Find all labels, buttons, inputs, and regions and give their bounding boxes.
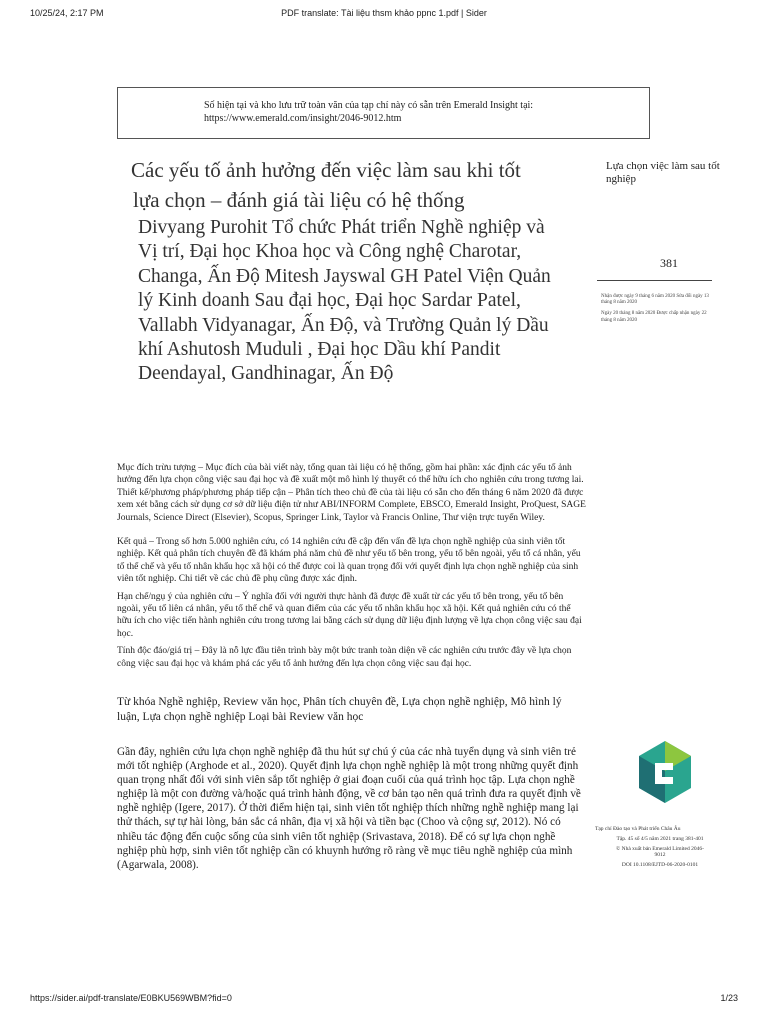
page-counter: 1/23 (720, 993, 738, 1003)
availability-notice-text: Số hiện tại và kho lưu trữ toàn văn của tạp chí này có sẵn trên Emerald Insight tại: https://www.emerald.com/insight/2046-9012.htm (204, 100, 534, 124)
journal-volume: Tập. 45 số 4/5 năm 2021 trang 381-401 (616, 835, 704, 842)
accepted-dates: Ngày 20 tháng 8 năm 2020 Được chấp nhận ngày 22 tháng 8 năm 2020 (601, 311, 707, 323)
page-url: https://sider.ai/pdf-translate/E0BKU569WBM?fid=0 (30, 993, 232, 1003)
abstract-limitations: Hạn chế/ngụ ý của nghiên cứu – Ý nghĩa đối với người thực hành đã được đề xuất từ các yếu tố bên trong, yếu tố bên ngoài, yếu tố liên cá nhân, yếu tố thể chế và quan điểm của các yếu tố nhân khẩu học xã hội. Kết quả nghiên cứu có thể hữu ích cho việc tiến hành nghiên cứu trong tương lai bằng cách sử dụng dữ liệu định lượng về lựa chọn công việc sau đại học. (117, 591, 582, 639)
abstract-findings: Kết quả – Trong số hơn 5.000 nghiên cứu, có 14 nghiên cứu đề cập đến vấn đề lựa chọn nghề nghiệp của sinh viên tốt nghiệp. Kết quả phân tích chuyên đề đã khám phá năm chủ đề như yếu tố bên trong, yếu tố bên ngoài, yếu tố cá nhân, yếu tố thể chế và yếu tố nhân khẩu học xã hội có thể được coi là quan trọng đối với quyết định lựa chọn nghề nghiệp của sinh viên tốt nghiệp. Chi tiết về các chủ đề phụ cũng được xác định. (117, 537, 581, 585)
journal-name: Tạp chí Đào tạo và Phát triển Châu Âu (595, 826, 681, 832)
print-footer (0, 993, 768, 1007)
page-number: 381 (660, 256, 678, 270)
article-dates (601, 294, 711, 329)
emerald-logo-icon (637, 739, 693, 805)
journal-doi: DOI 10.1108/EJTD-06-2020-0101 (621, 862, 699, 869)
abstract-purpose: Mục đích trừu tượng – Mục đích của bài viết này, tổng quan tài liệu có hệ thống, gồm hai phần: xác định các yếu tố ảnh hưởng đến lựa chọn công việc sau đại học và đề xuất một mô hình lý thuyết có thể hữu ích cho nghiên cứu trong tương lai. Thiết kế/phương pháp/phương pháp tiếp cận – Phân tích theo chủ đề của tài liệu có sẵn cho đến tháng 6 năm 2020 đã được xem xét bằng cách sử dụng cơ sở dữ liệu điện tử như ABI/INFORM Complete, EBSCO, Emerald Insight, ProQuest, SAGE Journals, Science Direct (Elsevier), Scopus, Springer Link, Taylor và Francis Online, Thư viện trực tuyến Wiley. (117, 463, 586, 523)
running-title: Lựa chọn việc làm sau tốt nghiệp (606, 160, 720, 185)
journal-copyright: © Nhà xuất bản Emerald Limited 2046-9012 (616, 845, 704, 859)
print-datetime: 10/25/24, 2:17 PM (30, 8, 104, 18)
print-header (0, 8, 768, 22)
abstract-originality: Tính độc đáo/giá trị – Đây là nỗ lực đầu tiên trình bày một bức tranh toàn diện về các nghiên cứu trước đây về lựa chọn công việc sau đại học và khám phá các yếu tố ảnh hưởng đến lựa chọn công việc sau đại học. (117, 646, 572, 669)
sidebar-divider (597, 280, 712, 281)
article-title-line-2: lựa chọn – đánh giá tài liệu có hệ thống (133, 188, 465, 212)
print-title: PDF translate: Tài liệu thsm khảo ppnc 1.pdf | Sider (281, 8, 487, 18)
availability-notice (117, 87, 650, 139)
received-dates: Nhận được ngày 9 tháng 6 năm 2020 Sửa đổi ngày 13 tháng 8 năm 2020 (601, 294, 709, 306)
keywords: Từ khóa Nghề nghiệp, Review văn học, Phân tích chuyên đề, Lựa chọn nghề nghiệp, Mô hình lý luận, Lựa chọn nghề nghiệp Loại bài Review văn học (117, 696, 562, 723)
journal-info (595, 826, 705, 869)
abstract (117, 462, 587, 682)
article-authors: Divyang Purohit Tổ chức Phát triển Nghề nghiệp và Vị trí, Đại học Khoa học và Công nghệ Charotar, Changa, Ấn Độ Mitesh Jayswal GH Patel Viện Quản lý Kinh doanh Sau đại học, Đại học Sardar Patel, Vallabh Vidyanagar, Ấn Độ, và Trường Quản lý Dầu khí Ashutosh Muduli , Đại học Dầu khí Pandit Deendayal, Gandhinagar, Ấn Độ (138, 217, 551, 385)
article-title (131, 158, 541, 212)
article-title-line-1: Các yếu tố ảnh hưởng đến việc làm sau khi tốt (131, 158, 521, 182)
body-paragraph: Gần đây, nghiên cứu lựa chọn nghề nghiệp đã thu hút sự chú ý của các nhà tuyển dụng và sinh viên trẻ mới tốt nghiệp (Arghode et al., 2020). Quyết định lựa chọn nghề nghiệp là một trong những quyết định quan trọng nhất đối với sinh viên sắp tốt nghiệp ở giai đoạn cuối của quá trình học tập. Lựa chọn nghề nghiệp là một con đường và/hoặc quá trình hành động, về cơ bản tạo nên quá trình đưa ra quyết định về nghề nghiệp (Igere, 2017). Ở thời điểm hiện tại, sinh viên tốt nghiệp thích những nghề nghiệp mang lại thử thách, sự tự hài lòng, bản sắc cá nhân, địa vị xã hội và tiền bạc (Choo và cộng sự, 2012). Nó có nhiều tác động đến cuộc sống của sinh viên tốt nghiệp (Srivastava, 2018). Để có sự lựa chọn nghề nghiệp phù hợp, sinh viên tốt nghiệp cần có khuynh hướng rõ ràng về mục tiêu nghề nghiệp của mình (Agarwala, 2008). (117, 746, 581, 871)
